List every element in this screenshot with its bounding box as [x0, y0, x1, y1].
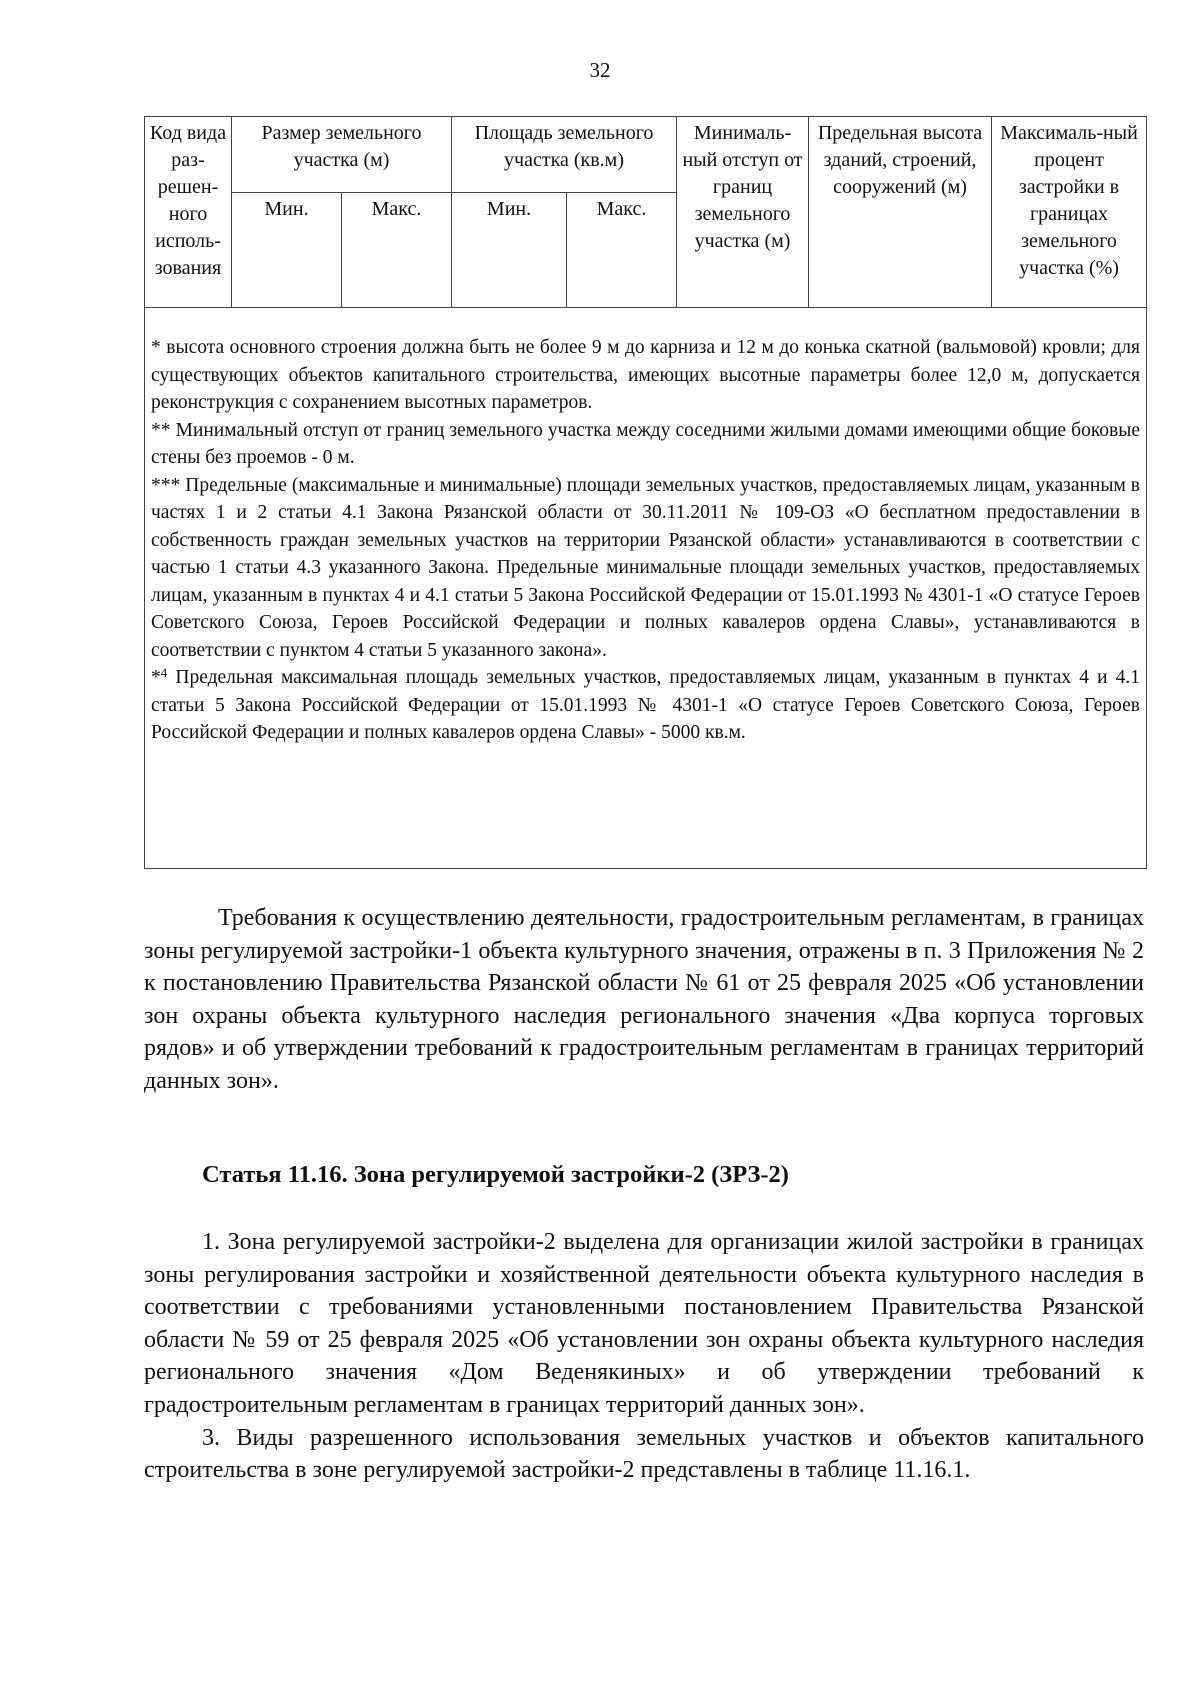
page-number: 32 [589, 58, 611, 82]
header-max-height: Предельная высота зданий, строений, сооружений (м) [809, 117, 992, 308]
article-heading: Статья 11.16. Зона регулируемой застройки-2 (ЗРЗ-2) [202, 1161, 789, 1188]
header-area-max: Макс. [567, 193, 677, 308]
header-plot-size: Размер земельного участка (м) [232, 117, 452, 193]
note-height: * высота основного строения должна быть не более 9 м до карниза и 12 м до конька скатной (вальмовой) кровли; для существующих объектов капитального строительства, имеющих высотные параметры более 12,0 м, допускается реконструкция с сохранением высотных параметров. [151, 337, 1141, 413]
header-code: Код вида раз-решен-ного исполь-зования [145, 117, 232, 308]
table-notes [145, 308, 1146, 747]
table-notes-cell [145, 308, 1147, 869]
note-setback: ** Минимальный отступ от границ земельного участка между соседними жилыми домами имеющими общие боковые стены без проемов - 0 м. [151, 419, 1141, 468]
article-paragraph-1: 1. Зона регулируемой застройки-2 выделена для организации жилой застройки в границах зоны регулирования застройки и хозяйственной деятельности объекта культурного наследия в соответствии с требованиями установленными постановлением Правительства Рязанской области № 59 от 25 февраля 2025 «Об установлении зон охраны объекта культурного наследия регионального значения «Дом Веденякиных» и об утверждении требований к градостроительным регламентам в границах территорий данных зон». [144, 1229, 1144, 1418]
requirements-paragraph-block [144, 902, 1144, 1098]
header-size-max: Макс. [342, 193, 452, 308]
note-max-area-marker: * [151, 667, 161, 688]
header-max-coverage: Максималь-ный процент застройки в границах земельного участка (%) [992, 117, 1147, 308]
article-body [144, 1226, 1144, 1487]
article-paragraph-3: 3. Виды разрешенного использования земельных участков и объектов капитального строительства в зоне регулируемой застройки-2 представлены в таблице 11.16.1. [144, 1424, 1144, 1484]
note-max-area-text: Предельная максимальная площадь земельных участков, предоставляемых лицам, указанным в пунктах 4 и 4.1 статьи 5 Закона Российской Федерации от 15.01.1993 № 4301-1 «О статусе Героев Советского Союза, Героев Российской Федерации и полных кавалеров ордена Славы» - 5000 кв.м. [151, 667, 1141, 743]
regulations-table [144, 116, 1147, 869]
header-plot-area: Площадь земельного участка (кв.м) [452, 117, 677, 193]
header-area-min: Мин. [452, 193, 567, 308]
note-plot-areas: *** Предельные (максимальные и минимальные) площади земельных участков, предоставляемых лицам, указанным в частях 1 и 2 статьи 4.1 Закона Рязанской области от 30.11.2011 № 109-ОЗ «О бесплатном предоставлении в собственность граждан земельных участков на территории Рязанской области» устанавливаются в соответствии с частью 1 статьи 4.3 указанного Закона. Предельные минимальные площади земельных участков, предоставляемых лицам, указанным в пунктах 4 и 4.1 статьи 5 Закона Российской Федерации от 15.01.1993 № 4301-1 «О статусе Героев Советского Союза, Героев Российской Федерации и полных кавалеров ордена Славы», устанавливаются в соответствии с пунктом 4 статьи 5 указанного закона». [151, 474, 1141, 661]
requirements-paragraph: Требования к осуществлению деятельности, градостроительным регламентам, в границах зоны регулируемой застройки-1 объекта культурного значения, отражены в п. 3 Приложения № 2 к постановлению Правительства Рязанской области № 61 от 25 февраля 2025 «Об установлении зон охраны объекта культурного наследия регионального значения «Два корпуса торговых рядов» и об утверждении требований к градостроительным регламентам в границах территорий данных зон». [144, 905, 1144, 1094]
header-min-setback: Минималь-ный отступ от границ земельного участка (м) [677, 117, 809, 308]
note-max-area [151, 664, 1140, 747]
header-size-min: Мин. [232, 193, 342, 308]
note-max-area-sup: 4 [160, 665, 168, 680]
